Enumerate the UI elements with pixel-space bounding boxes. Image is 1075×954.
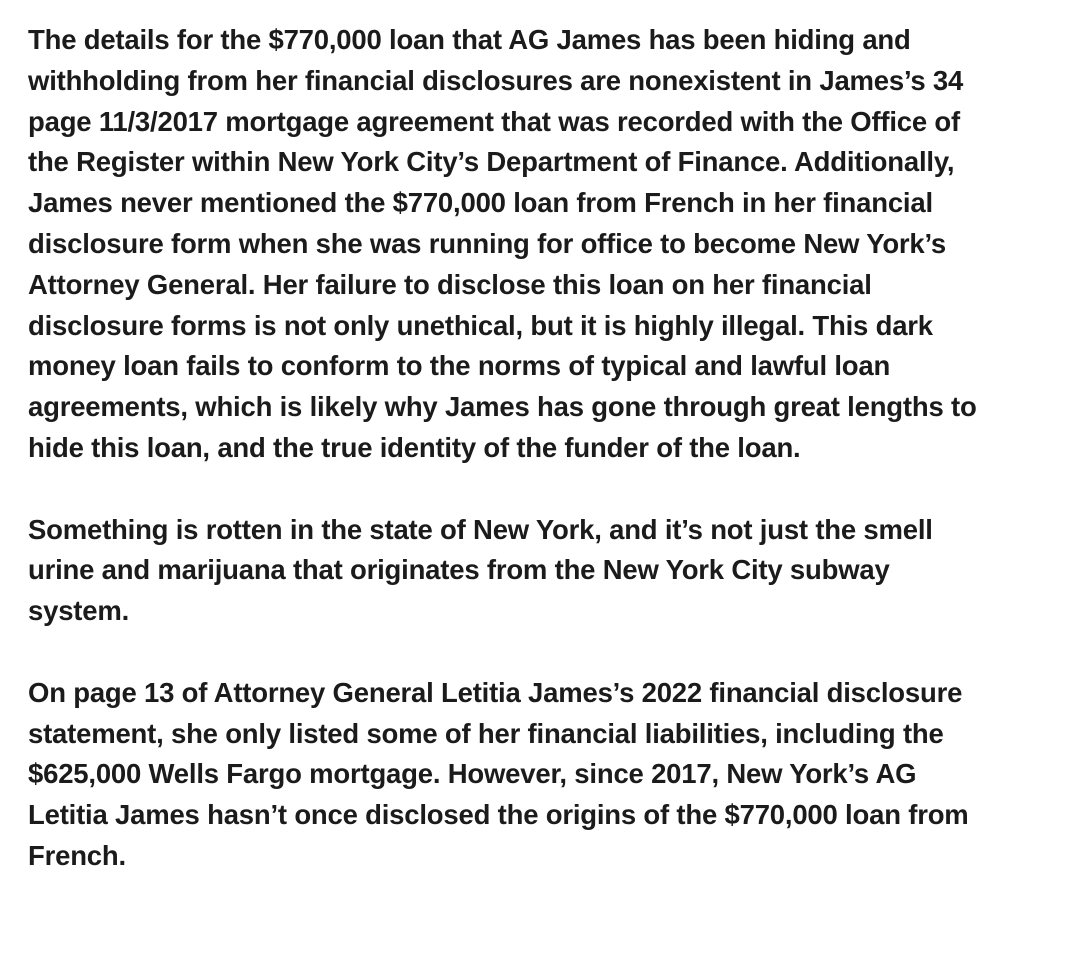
paragraph-loan-details: The details for the $770,000 loan that AG James has been hiding and withholding from her financial disclosures are nonexistent in James’s 34 page 11/3/2017 mortgage agreement that was recorded with the Office of the Register within New York City’s Department of Finance. Additionally, James never mentioned the $770,000 loan from French in her financial disclosure form when she was running for office to become New York’s Attorney General. Her failure to disclose this loan on her financial disclosure forms is not only unethical, but it is highly illegal. This dark money loan fails to conform to the norms of typical and lawful loan agreements, which is likely why James has gone through great lengths to hide this loan, and the true identity of the funder of the loan.: [28, 24, 977, 463]
paragraph-rotten-state: Something is rotten in the state of New York, and it’s not just the smell urine and marijuana that originates from the New York City subway system.: [28, 513, 933, 627]
document-body: [28, 20, 1073, 877]
paragraph-disclosure-statement: On page 13 of Attorney General Letitia James’s 2022 financial disclosure statement, she only listed some of her financial liabilities, including the $625,000 Wells Fargo mortgage. However, since 2017, New York’s AG Letitia James hasn’t once disclosed the origins of the $770,000 loan from French.: [28, 676, 969, 871]
